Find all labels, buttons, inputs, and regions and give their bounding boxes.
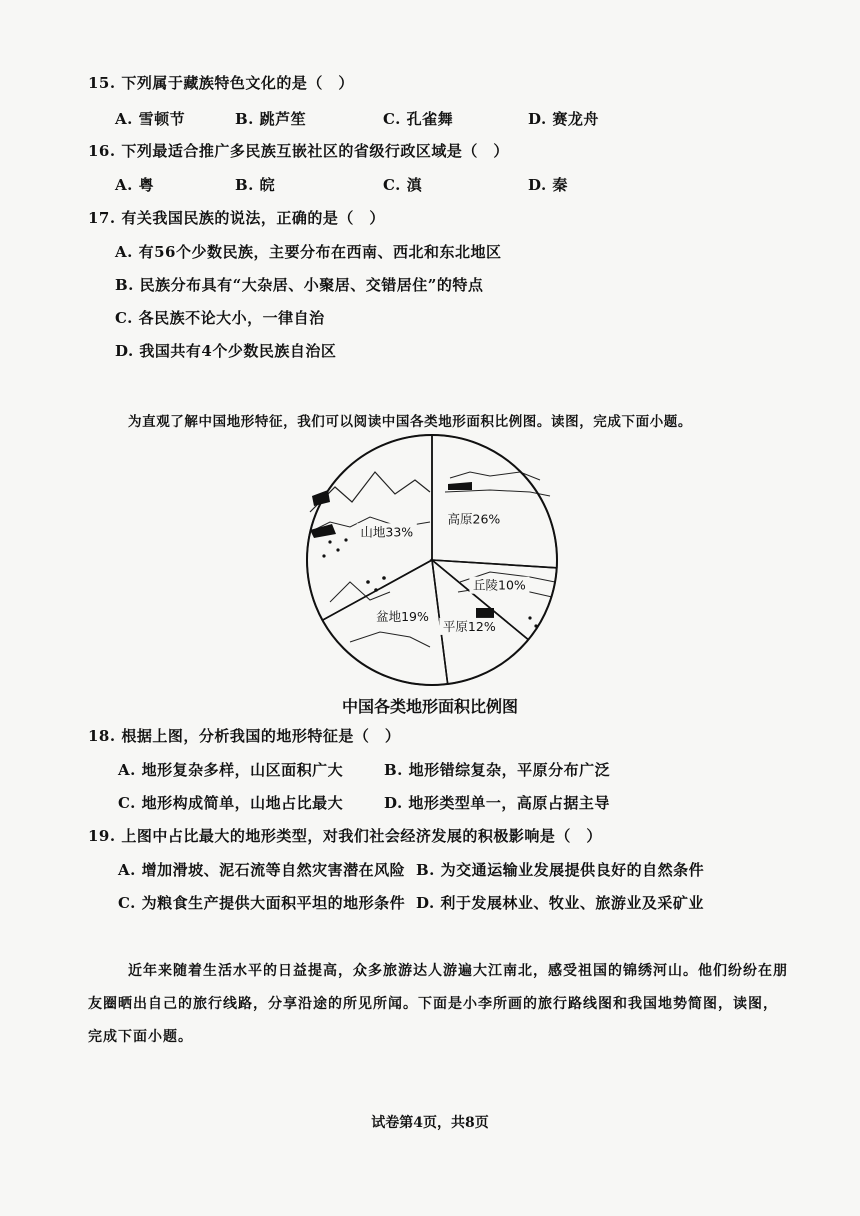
pie-label-3: 丘陵10% (473, 577, 526, 593)
q19-option-c: C. 为粮食生产提供大面积平坦的地形条件 (118, 894, 406, 912)
q16-option-a: A. 粤 (115, 176, 155, 194)
q15-option-c: C. 孔雀舞 (383, 110, 454, 128)
pie-slice-2 (432, 435, 557, 568)
chart-title: 中国各类地形面积比例图 (341, 697, 518, 716)
q15-option-a: A. 雪顿节 (115, 110, 186, 128)
q15-option-d: D. 赛龙舟 (528, 110, 599, 128)
pie-label-2: 高原26% (447, 511, 501, 527)
question-15-stem: 15. 下列属于藏族特色文化的是（ ） (88, 74, 354, 92)
terrain-pie-chart (290, 432, 574, 688)
pie-label-4: 平原12% (442, 618, 496, 634)
q17-option-c: C. 各民族不论大小，一律自治 (115, 309, 325, 327)
q17-option-a: A. 有56个少数民族，主要分布在西南、西北和东北地区 (115, 243, 502, 261)
question-19-stem: 19. 上图中占比最大的地形类型，对我们社会经济发展的积极影响是（ ） (88, 827, 602, 845)
pie-label-1: 山地33% (360, 524, 414, 540)
q18-option-b: B. 地形错综复杂，平原分布广泛 (384, 761, 611, 779)
passage-line-1: 近年来随着生活水平的日益提高，众多旅游达人游遍大江南北，感受祖国的锦绣河山。他们纷纷在朋 (128, 963, 788, 979)
pie-label-5: 盆地19% (376, 608, 429, 624)
passage-line-2: 友圈晒出自己的旅行线路，分享沿途的所见所闻。下面是小李所画的旅行路线图和我国地势简图，读图， (88, 996, 778, 1012)
question-17-stem: 17. 有关我国民族的说法，正确的是（ ） (88, 209, 385, 227)
q16-option-c: C. 滇 (383, 176, 423, 194)
question-16-stem: 16. 下列最适合推广多民族互嵌社区的省级行政区域是（ ） (88, 142, 509, 160)
q19-option-b: B. 为交通运输业发展提供良好的自然条件 (416, 861, 705, 879)
q19-option-d: D. 利于发展林业、牧业、旅游业及采矿业 (416, 894, 704, 912)
q15-option-b: B. 跳芦笙 (235, 110, 307, 128)
q17-option-d: D. 我国共有4个少数民族自治区 (115, 342, 337, 360)
q16-option-b: B. 皖 (235, 176, 276, 194)
page-footer: 试卷第4页，共8页 (371, 1115, 489, 1131)
passage-line-3: 完成下面小题。 (88, 1029, 193, 1045)
q17-option-b: B. 民族分布具有“大杂居、小聚居、交错居住”的特点 (115, 276, 484, 294)
q19-option-a: A. 增加滑坡、泥石流等自然灾害潜在风险 (118, 861, 406, 879)
q16-option-d: D. 秦 (528, 176, 568, 194)
question-18-stem: 18. 根据上图，分析我国的地形特征是（ ） (88, 727, 401, 745)
q18-option-a: A. 地形复杂多样，山区面积广大 (118, 761, 344, 779)
q18-option-d: D. 地形类型单一，高原占据主导 (384, 794, 610, 812)
q18-option-c: C. 地形构成简单，山地占比最大 (118, 794, 344, 812)
chart-intro-text: 为直观了解中国地形特征，我们可以阅读中国各类地形面积比例图。读图，完成下面小题。 (128, 414, 692, 430)
